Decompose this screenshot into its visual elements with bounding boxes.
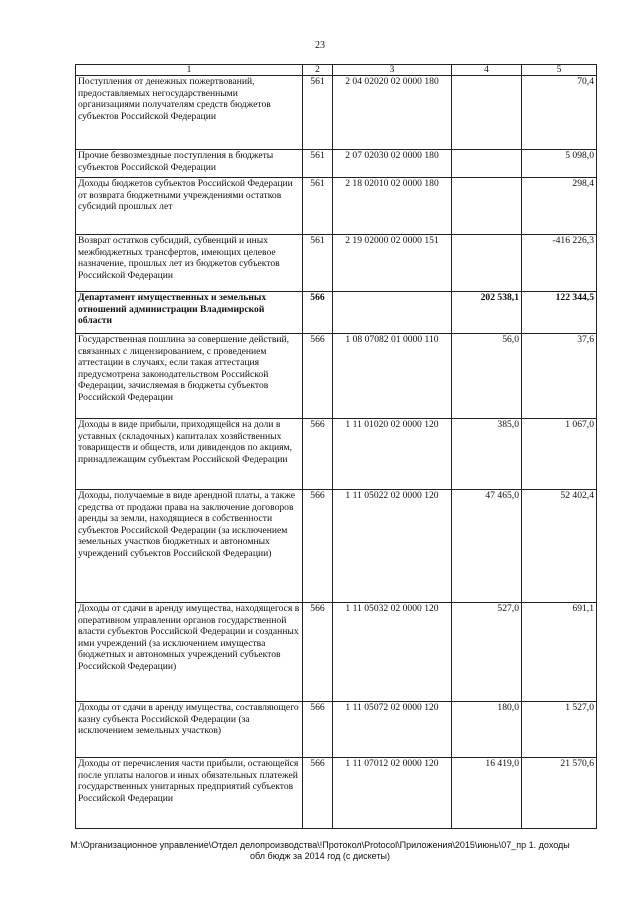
cell-admin-code: 566 (303, 603, 333, 702)
column-header-code: 3 (333, 65, 452, 76)
cell-value-4 (452, 178, 522, 235)
table-body (76, 76, 597, 829)
table-row (76, 178, 597, 235)
cell-value-5: 70,4 (522, 76, 597, 150)
cell-revenue-code: 1 11 07012 02 0000 120 (333, 758, 452, 829)
table-row (76, 334, 597, 419)
cell-name: Государственная пошлина за совершение действий, связанных с лицензированием, с проведением аттестации в случаях, если такая аттестация предусмотрена законодательством Российской Федерации, зачисляемая в бюджеты субъектов Российской Федерации (76, 334, 303, 419)
file-path-footer (0, 840, 640, 862)
cell-value-5: 122 344,5 (522, 292, 597, 334)
table-row (76, 702, 597, 758)
cell-value-5: 21 570,6 (522, 758, 597, 829)
cell-revenue-code: 1 11 01020 02 0000 120 (333, 419, 452, 490)
cell-value-5: 37,6 (522, 334, 597, 419)
cell-revenue-code (333, 292, 452, 334)
table-row (76, 490, 597, 603)
cell-value-5: 52 402,4 (522, 490, 597, 603)
cell-value-5: -416 226,3 (522, 235, 597, 292)
department-row (76, 292, 597, 334)
cell-name: Доходы, получаемые в виде арендной платы, а также средства от продажи права на заключение договоров аренды за земли, находящиеся в собственности субъектов Российской Федерации (за исключением земельных участков бюджетных и автономных учреждений субъектов Российской Федерации) (76, 490, 303, 603)
cell-admin-code: 566 (303, 758, 333, 829)
cell-admin-code: 561 (303, 150, 333, 178)
cell-revenue-code: 1 11 05022 02 0000 120 (333, 490, 452, 603)
cell-name: Доходы от перечисления части прибыли, остающейся после уплаты налогов и иных обязательных платежей государственных унитарных предприятий субъектов Российской Федерации (76, 758, 303, 829)
cell-value-5: 691,1 (522, 603, 597, 702)
column-header-name: 1 (76, 65, 303, 76)
table-row (76, 76, 597, 150)
cell-value-4: 527,0 (452, 603, 522, 702)
cell-value-5: 1 067,0 (522, 419, 597, 490)
table-row (76, 603, 597, 702)
cell-name: Доходы от сдачи в аренду имущества, составляющего казну субъекта Российской Федерации (за исключением земельных участков) (76, 702, 303, 758)
cell-name: Поступления от денежных пожертвований, предоставляемых негосударственными организациями получателям средств бюджетов субъектов Российской Федерации (76, 76, 303, 150)
table-row (76, 235, 597, 292)
cell-value-5: 1 527,0 (522, 702, 597, 758)
cell-revenue-code: 2 19 02000 02 0000 151 (333, 235, 452, 292)
cell-admin-code: 561 (303, 235, 333, 292)
cell-admin-code: 566 (303, 292, 333, 334)
cell-name: Департамент имущественных и земельных отношений администрации Владимирской области (76, 292, 303, 334)
cell-revenue-code: 1 11 05072 02 0000 120 (333, 702, 452, 758)
cell-value-5: 5 098,0 (522, 150, 597, 178)
cell-value-4: 180,0 (452, 702, 522, 758)
cell-revenue-code: 1 08 07082 01 0000 110 (333, 334, 452, 419)
cell-admin-code: 561 (303, 76, 333, 150)
page-number: 23 (315, 40, 325, 51)
cell-revenue-code: 2 18 02010 02 0000 180 (333, 178, 452, 235)
footer-line-2: обл бюдж за 2014 год (с дискеты) (250, 851, 390, 861)
cell-admin-code: 561 (303, 178, 333, 235)
cell-value-4 (452, 150, 522, 178)
cell-admin-code: 566 (303, 334, 333, 419)
table-row (76, 419, 597, 490)
table-row (76, 150, 597, 178)
cell-admin-code: 566 (303, 490, 333, 603)
cell-name: Доходы бюджетов субъектов Российской Федерации от возврата бюджетными учреждениями остатков субсидий прошлых лет (76, 178, 303, 235)
cell-revenue-code: 2 07 02030 02 0000 180 (333, 150, 452, 178)
cell-value-5: 298,4 (522, 178, 597, 235)
cell-name: Возврат остатков субсидий, субвенций и иных межбюджетных трансфертов, имеющих целевое назначение, прошлых лет из бюджетов субъектов Российской Федерации (76, 235, 303, 292)
revenue-table (75, 64, 597, 829)
cell-name: Доходы от сдачи в аренду имущества, находящегося в оперативном управлении органов государственной власти субъектов Российской Федерации и созданных ими учреждений (за исключением имущества бюджетных и автономных учреждений субъектов Российской Федерации) (76, 603, 303, 702)
cell-value-4: 47 465,0 (452, 490, 522, 603)
cell-value-4 (452, 76, 522, 150)
table-header-row (76, 65, 597, 76)
column-header-admin: 2 (303, 65, 333, 76)
cell-name: Прочие безвозмездные поступления в бюджеты субъектов Российской Федерации (76, 150, 303, 178)
cell-admin-code: 566 (303, 419, 333, 490)
cell-revenue-code: 2 04 02020 02 0000 180 (333, 76, 452, 150)
column-header-value-4: 4 (452, 65, 522, 76)
cell-revenue-code: 1 11 05032 02 0000 120 (333, 603, 452, 702)
cell-value-4: 202 538,1 (452, 292, 522, 334)
cell-name: Доходы в виде прибыли, приходящейся на доли в уставных (складочных) капиталах хозяйственных товариществ и обществ, или дивидендов по акциям, принадлежащим субъектам Российской Федерации (76, 419, 303, 490)
table-row (76, 758, 597, 829)
cell-value-4: 16 419,0 (452, 758, 522, 829)
cell-value-4: 385,0 (452, 419, 522, 490)
cell-value-4 (452, 235, 522, 292)
cell-value-4: 56,0 (452, 334, 522, 419)
footer-line-1: M:\Организационное управление\Отдел делопроизводства\!Протокол\Protocol\Приложения\2015\июнь\07_пр 1. доходы (70, 840, 570, 850)
column-header-value-5: 5 (522, 65, 597, 76)
cell-admin-code: 566 (303, 702, 333, 758)
